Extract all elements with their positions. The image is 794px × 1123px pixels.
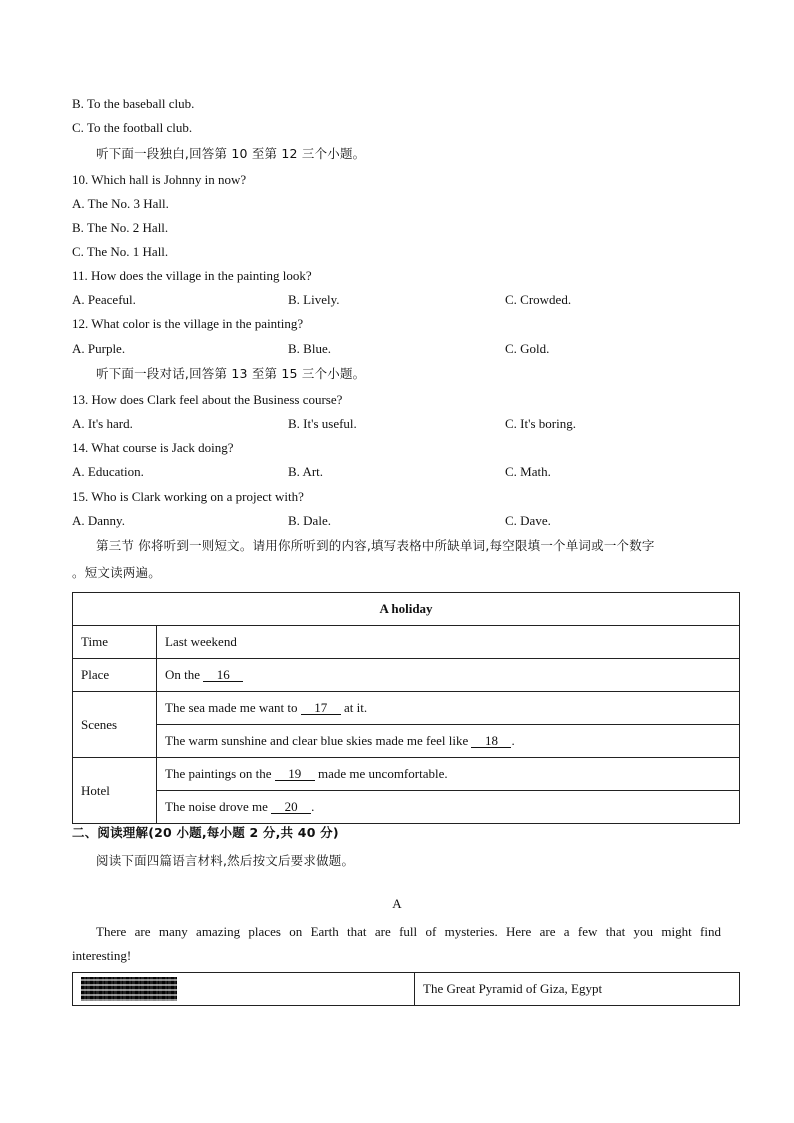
q13-option-a: A. It's hard.	[72, 416, 133, 431]
passage-label: A	[392, 896, 402, 911]
reading-instruction: 阅读下面四篇语言材料,然后按文后要求做题。	[96, 853, 355, 868]
q10-stem: 10. Which hall is Johnny in now?	[72, 172, 247, 187]
reading-section-title: 二、阅读理解(20 小题,每小题 2 分,共 40 分)	[72, 825, 339, 840]
section3-instruction-line1: 第三节 你将听到一则短文。请用你所听到的内容,填写表格中所缺单词,每空限填一个单词或一个数字	[96, 538, 655, 553]
attractions-table	[72, 972, 740, 1006]
hotel-2	[157, 791, 740, 824]
time-label: Time	[73, 626, 157, 659]
section3-instruction-line2: 。短文读两遍。	[72, 565, 161, 580]
q12-option-c: C. Gold.	[505, 341, 550, 356]
instruction-13-15: 听下面一段对话,回答第 13 至第 15 三个小题。	[96, 366, 366, 381]
q13-option-b: B. It's useful.	[288, 416, 357, 431]
hotel-2-suffix: .	[311, 799, 315, 814]
q14-option-b: B. Art.	[288, 464, 324, 479]
scenes-label: Scenes	[73, 692, 157, 758]
place-value	[157, 659, 740, 692]
hotel-2-prefix: The noise drove me	[165, 799, 272, 814]
q14-option-a: A. Education.	[72, 464, 144, 479]
passage-intro-line1: There are many amazing places on Earth that are full of mysteries. Here are a few that you might find	[96, 924, 721, 939]
blank-17[interactable]: 17	[301, 701, 341, 715]
pyramid-image	[81, 977, 177, 1001]
passage-intro-line2: interesting!	[72, 948, 132, 963]
q15-option-c: C. Dave.	[505, 513, 551, 528]
holiday-table	[72, 592, 740, 824]
q11-option-c: C. Crowded.	[505, 292, 572, 307]
instruction-10-12: 听下面一段独白,回答第 10 至第 12 三个小题。	[96, 146, 366, 161]
holiday-table-title: A holiday	[73, 593, 740, 626]
hotel-1-suffix: made me uncomfortable.	[314, 766, 448, 781]
blank-18[interactable]: 18	[471, 734, 511, 748]
attraction-image-cell	[73, 973, 415, 1006]
place-prefix: On the	[165, 667, 204, 682]
place-label: Place	[73, 659, 157, 692]
q12-option-a: A. Purple.	[72, 341, 126, 356]
scene-1-prefix: The sea made me want to	[165, 700, 301, 715]
q15-stem: 15. Who is Clark working on a project with?	[72, 489, 304, 504]
scene-2-prefix: The warm sunshine and clear blue skies made me feel like	[165, 733, 472, 748]
q15-option-b: B. Dale.	[288, 513, 331, 528]
attraction-caption: The Great Pyramid of Giza, Egypt	[415, 973, 740, 1006]
hotel-label: Hotel	[73, 758, 157, 824]
scene-1-suffix: at it.	[340, 700, 368, 715]
q14-stem: 14. What course is Jack doing?	[72, 440, 234, 455]
q15-option-a: A. Danny.	[72, 513, 125, 528]
scene-2	[157, 725, 740, 758]
blank-16[interactable]: 16	[203, 668, 243, 682]
hotel-1-prefix: The paintings on the	[165, 766, 275, 781]
q12-option-b: B. Blue.	[288, 341, 331, 356]
blank-20[interactable]: 20	[271, 800, 311, 814]
q9-option-c: C. To the football club.	[72, 120, 193, 135]
q13-option-c: C. It's boring.	[505, 416, 576, 431]
scene-2-suffix: .	[511, 733, 515, 748]
time-value: Last weekend	[157, 626, 740, 659]
q11-stem: 11. How does the village in the painting look?	[72, 268, 312, 283]
q10-option-b: B. The No. 2 Hall.	[72, 220, 169, 235]
q14-option-c: C. Math.	[505, 464, 551, 479]
q11-option-b: B. Lively.	[288, 292, 340, 307]
q9-option-b: B. To the baseball club.	[72, 96, 195, 111]
q13-stem: 13. How does Clark feel about the Business course?	[72, 392, 343, 407]
hotel-1	[157, 758, 740, 791]
blank-19[interactable]: 19	[275, 767, 315, 781]
q10-option-c: C. The No. 1 Hall.	[72, 244, 169, 259]
q12-stem: 12. What color is the village in the painting?	[72, 316, 304, 331]
q11-option-a: A. Peaceful.	[72, 292, 136, 307]
scene-1	[157, 692, 740, 725]
q10-option-a: A. The No. 3 Hall.	[72, 196, 169, 211]
